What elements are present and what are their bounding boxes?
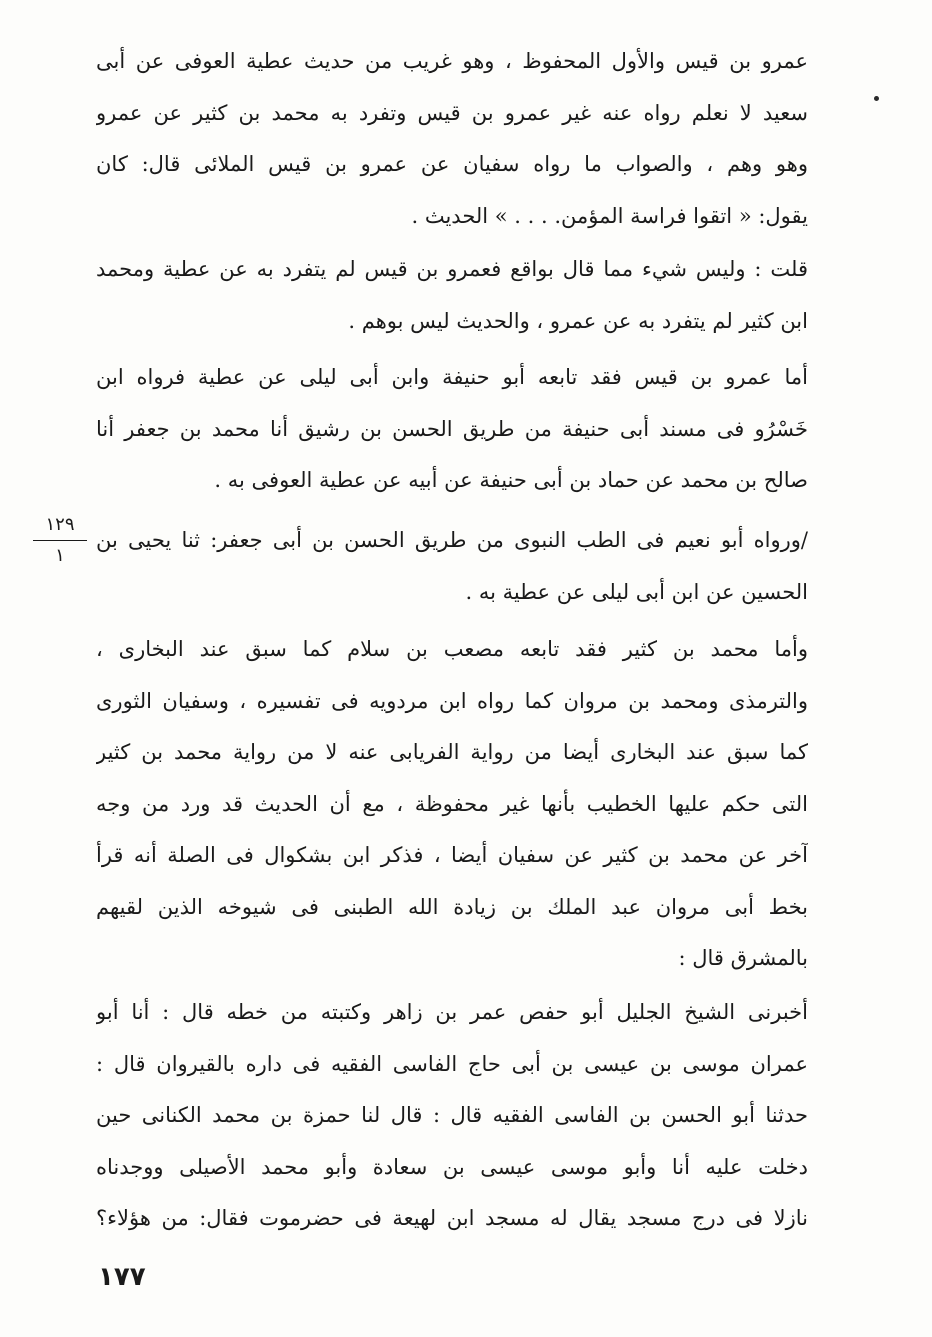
text-line: دخلت عليه أنا وأبو موسى عيسى بن سعادة وأبو محمد الأصيلى ووجدناه xyxy=(96,1154,808,1179)
text-line: نازلا فى درج مسجد يقال له مسجد ابن لهيعة فى حضرموت فقال: من هؤلاء؟ xyxy=(96,1206,808,1230)
paragraph-3 xyxy=(96,352,808,507)
margin-dot xyxy=(874,96,879,101)
paragraph-5 xyxy=(96,624,808,985)
text-line: يقول: « اتقوا فراسة المؤمن. . . . » الحديث . xyxy=(411,203,808,228)
text-line: قلت : وليس شيء مما قال بواقع فعمرو بن قيس لم يتفرد به عن عطية ومحمد xyxy=(96,257,808,281)
text-line: حدثنا أبو الحسن بن الفاسى الفقيه قال : قال لنا حمزة بن محمد الكنانى حين xyxy=(96,1103,808,1127)
paragraph-4 xyxy=(96,515,808,618)
margin-note-bottom: ١ xyxy=(55,545,65,566)
text-line: بالمشرق قال : xyxy=(678,946,808,970)
paragraph-6 xyxy=(96,987,808,1245)
text-line: خَسْرُو فى مسند أبى حنيفة من طريق الحسن بن رشيق أنا محمد بن جعفر أنا xyxy=(96,416,808,441)
paragraph-1 xyxy=(96,36,808,242)
text-line: ابن كثير لم يتفرد به عن عمرو ، والحديث ليس بوهم . xyxy=(348,308,808,333)
text-line: عمرو بن قيس والأول المحفوظ ، وهو غريب من حديث عطية العوفى عن أبى xyxy=(96,49,808,73)
text-line: وهو وهم ، والصواب ما رواه سفيان عن عمرو بن قيس الملائى قال: كان xyxy=(96,152,808,176)
text-line: آخر عن محمد بن كثير عن سفيان أيضا ، فذكر ابن بشكوال فى الصلة أنه قرأ xyxy=(96,843,808,867)
text-line: صالح بن محمد عن حماد بن أبى حنيفة عن أبيه عن عطية العوفى به . xyxy=(214,468,808,492)
text-line: بخط أبى مروان عبد الملك بن زيادة الله الطبنى فى شيوخه الذين لقيهم xyxy=(96,894,808,919)
text-line: سعيد لا نعلم رواه عنه غير عمرو بن قيس وتفرد به محمد بن كثير عن عمرو xyxy=(96,100,808,125)
text-line: التى حكم عليها الخطيب بأنها غير محفوظة ، مع أن الحديث قد ورد من وجه xyxy=(96,791,808,816)
margin-folio-note xyxy=(30,512,90,569)
text-line: أما عمرو بن قيس فقد تابعه أبو حنيفة وابن أبى ليلى عن عطية فرواه ابن xyxy=(96,365,808,389)
margin-note-top: ١٢٩ xyxy=(45,514,75,535)
text-line: كما سبق عند البخارى أيضا من رواية الفريابى عنه لا من رواية محمد بن كثير xyxy=(96,740,808,764)
text-line: عمران موسى بن عيسى بن أبى حاج الفاسى الفقيه فى داره بالقيروان قال : xyxy=(96,1051,808,1076)
text-line: والترمذى ومحمد بن مروان كما رواه ابن مردويه فى تفسيره ، وسفيان الثورى xyxy=(96,688,808,713)
text-line: أخبرنى الشيخ الجليل أبو حفص عمر بن زاهر وكتبته من خطه قال : أنا أبو xyxy=(96,1000,808,1024)
text-line: وأما محمد بن كثير فقد تابعه مصعب بن سلام كما سبق عند البخارى ، xyxy=(96,637,808,661)
text-line: الحسين عن ابن أبى ليلى عن عطية به . xyxy=(465,579,808,604)
page-number: ١٧٧ xyxy=(98,1262,146,1292)
margin-note-divider xyxy=(33,540,87,541)
paragraph-2 xyxy=(96,244,808,347)
text-line: /ورواه أبو نعيم فى الطب النبوى من طريق الحسن بن أبى جعفر: ثنا يحيى بن xyxy=(96,528,808,552)
